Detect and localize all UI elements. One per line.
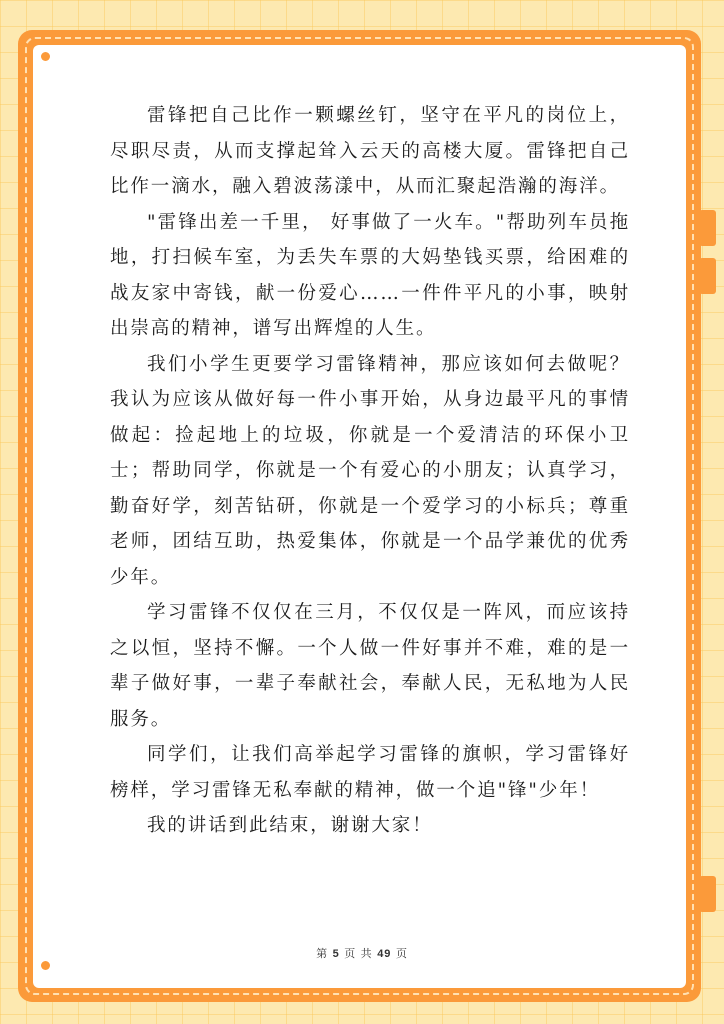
paragraph-5: 同学们，让我们高举起学习雷锋的旗帜，学习雷锋好榜样，学习雷锋无私奉献的精神，做一个追"锋"少年！ xyxy=(110,744,630,801)
side-tab-1 xyxy=(699,210,716,246)
corner-dot-top-left xyxy=(41,52,50,61)
footer-middle: 页 共 xyxy=(344,947,373,960)
corner-dot-bottom-left xyxy=(41,961,50,970)
footer-prefix: 第 xyxy=(316,947,329,960)
side-tab-2 xyxy=(699,258,716,294)
current-page-number: 5 xyxy=(332,948,340,960)
side-tab-3 xyxy=(699,876,716,912)
footer-suffix: 页 xyxy=(395,947,408,960)
document-body xyxy=(110,98,630,844)
paragraph-4: 学习雷锋不仅仅在三月，不仅仅是一阵风，而应该持之以恒，坚持不懈。一个人做一件好事并不难，难的是一辈子做好事，一辈子奉献社会，奉献人民，无私地为人民服务。 xyxy=(110,602,630,730)
paragraph-2: "雷锋出差一千里， 好事做了一火车。"帮助列车员拖地，打扫候车室，为丢失车票的大妈垫钱买票，给困难的战友家中寄钱，献一份爱心……一件件平凡的小事，映射出崇高的精神，谱写出辉煌的人生。 xyxy=(110,211,630,339)
total-pages-number: 49 xyxy=(377,948,392,960)
paragraph-1: 雷锋把自己比作一颗螺丝钉，坚守在平凡的岗位上，尽职尽责，从而支撑起耸入云天的高楼大厦。雷锋把自己比作一滴水，融入碧波荡漾中，从而汇聚起浩瀚的海洋。 xyxy=(110,105,630,197)
paragraph-3: 我们小学生更要学习雷锋精神，那应该如何去做呢？我认为应该从做好每一件小事开始，从身边最平凡的事情做起：捡起地上的垃圾，你就是一个爱清洁的环保小卫士；帮助同学，你就是一个有爱心的小朋友；认真学习，勤奋好学，刻苦钻研，你就是一个爱学习的小标兵；尊重老师，团结互助，热爱集体，你就是一个品学兼优的优秀少年。 xyxy=(110,353,630,588)
paragraph-6: 我的讲话到此结束，谢谢大家！ xyxy=(147,815,433,836)
page-footer xyxy=(0,945,724,961)
